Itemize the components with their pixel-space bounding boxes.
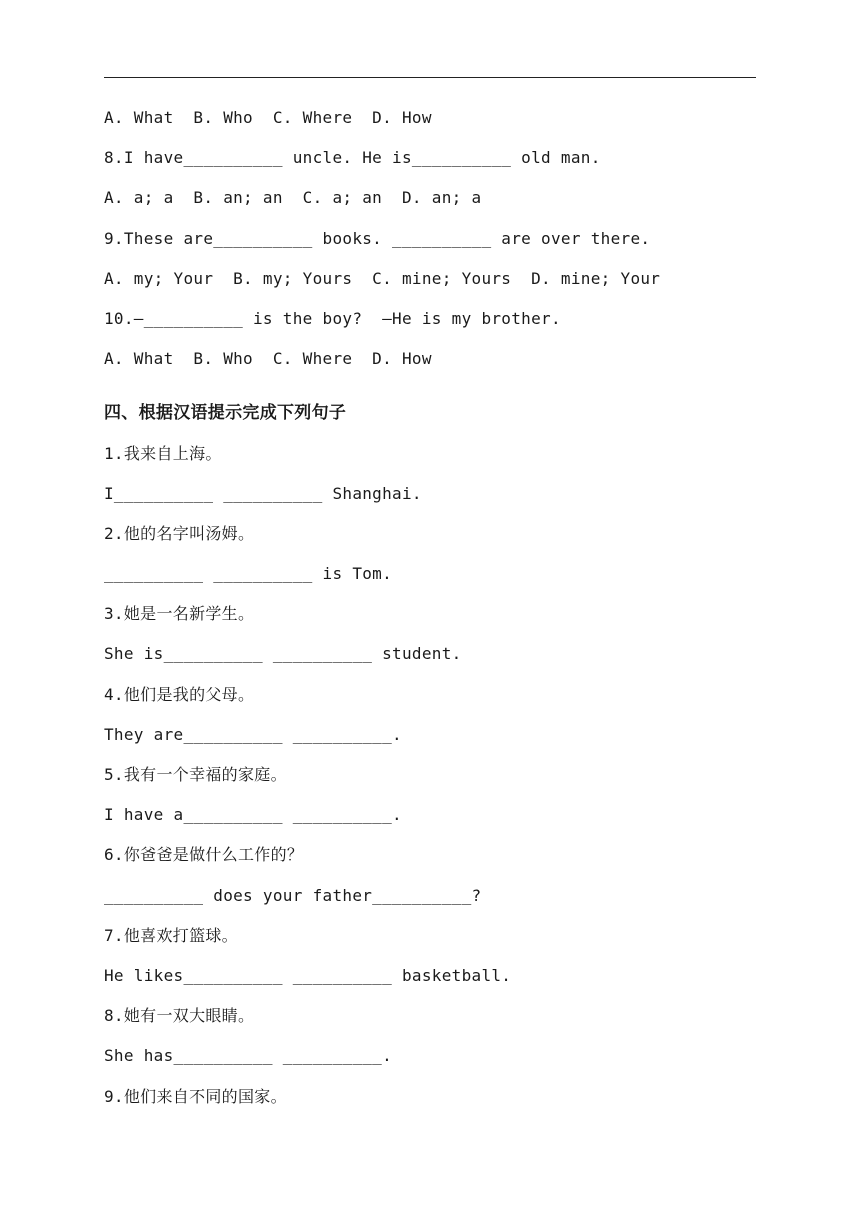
- item-4-english: They are__________ __________.: [104, 724, 402, 744]
- q9-options: A. my; Your B. my; Yours C. mine; Yours D. mine; Your: [104, 268, 661, 288]
- item-9-chinese: 9.他们来自不同的国家。: [104, 1086, 287, 1106]
- section-3-questions: [104, 98, 756, 379]
- item-4-chinese: 4.他们是我的父母。: [104, 684, 255, 704]
- q7-options: A. What B. Who C. Where D. How: [104, 108, 432, 127]
- item-3-chinese: 3.她是一名新学生。: [104, 604, 255, 624]
- q9-prompt: 9.These are__________ books. __________ are over there.: [104, 228, 651, 248]
- q8-options: A. a; a B. an; an C. a; an D. an; a: [104, 188, 482, 208]
- section-4-items: [104, 434, 756, 1117]
- item-7-english: He likes__________ __________ basketball.: [104, 965, 512, 985]
- item-1-english: I__________ __________ Shanghai.: [104, 483, 422, 503]
- item-3-english: She is__________ __________ student.: [104, 644, 462, 664]
- q10-options: A. What B. Who C. Where D. How: [104, 349, 432, 369]
- q10-prompt: 10.—__________ is the boy? —He is my brother.: [104, 308, 561, 328]
- item-2-chinese: 2.他的名字叫汤姆。: [104, 523, 255, 543]
- section-4-heading: 四、根据汉语提示完成下列句子: [104, 403, 347, 424]
- item-6-chinese: 6.你爸爸是做什么工作的？: [104, 845, 304, 865]
- header-rule: [104, 77, 756, 78]
- q8-prompt: 8.I have__________ uncle. He is__________ old man.: [104, 148, 601, 168]
- item-8-chinese: 8.她有一双大眼睛。: [104, 1006, 255, 1026]
- item-8-english: She has__________ __________.: [104, 1046, 393, 1066]
- item-5-chinese: 5.我有一个幸福的家庭。: [104, 765, 287, 784]
- item-6-english: __________ does your father__________?: [104, 885, 482, 905]
- page-content: [104, 98, 756, 1117]
- item-7-chinese: 7.他喜欢打篮球。: [104, 925, 238, 945]
- item-2-english: __________ __________ is Tom.: [104, 564, 393, 584]
- item-1-chinese: 1.我来自上海。: [104, 443, 222, 463]
- item-5-english: I have a__________ __________.: [104, 805, 402, 825]
